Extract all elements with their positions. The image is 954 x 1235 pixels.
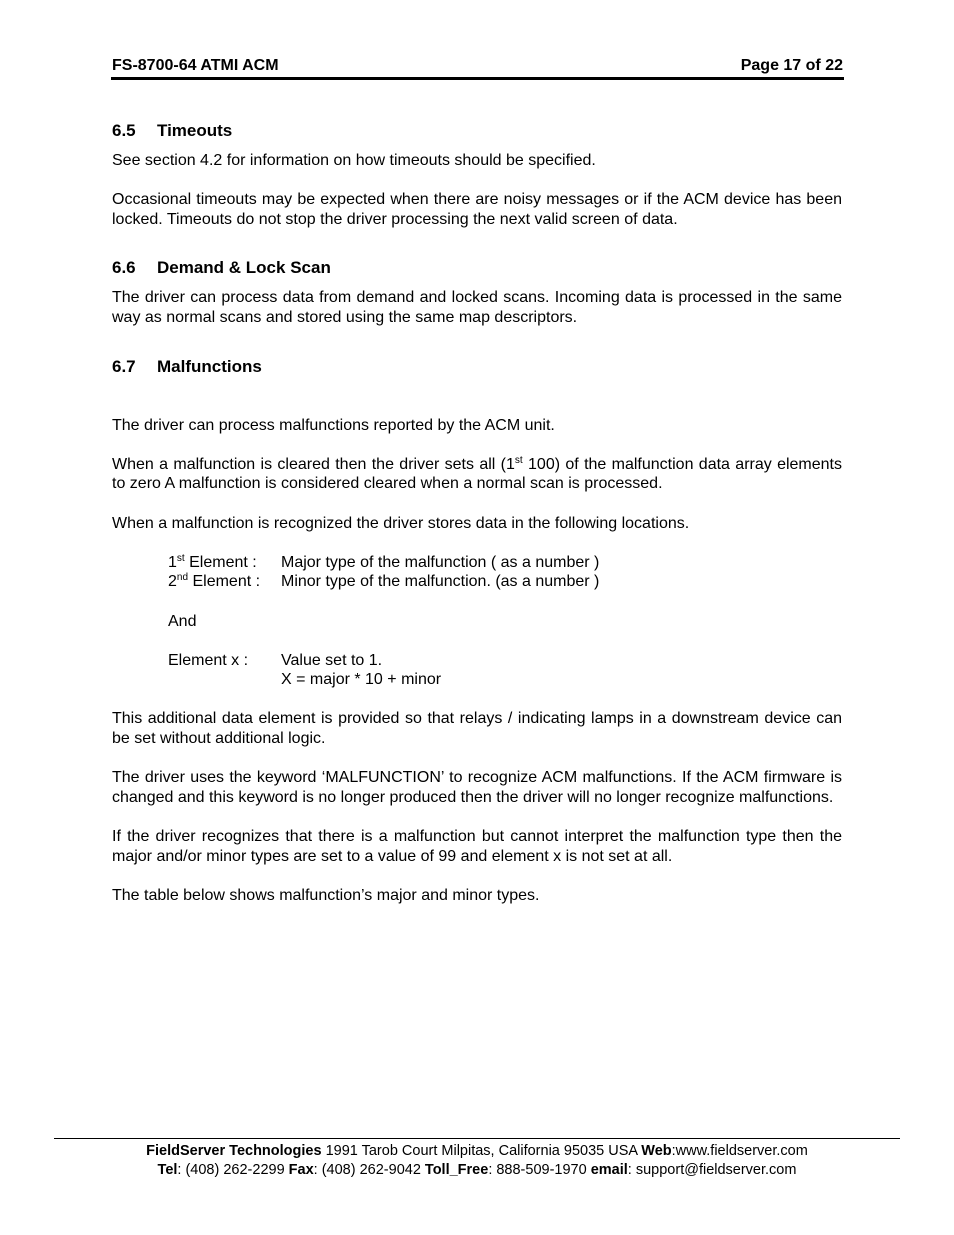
element-formula: X = major * 10 + minor [281,671,442,689]
paragraph: Occasional timeouts may be expected when there are noisy messages or if the ACM device has been locked. Timeouts do not stop the driver processing the next valid screen of data. [112,191,842,228]
section-number: 6.7 [112,356,136,376]
paragraph: The driver can process malfunctions reported by the ACM unit. [112,416,555,434]
section-title: Timeouts [157,121,233,140]
company-address: 1991 Tarob Court Milpitas, California 95035 USA [321,1143,642,1159]
section-title: Demand & Lock Scan [157,258,331,278]
list-item [168,670,842,690]
element-value: Value set to 1. [281,651,383,669]
section-title: Malfunctions [157,356,262,376]
paragraph: When a malfunction is recognized the driver stores data in the following locations. [112,514,690,532]
section-number: 6.6 [112,258,136,278]
paragraph: This additional data element is provided so that relays / indicating lamps in a downstream device can be set without additional logic. [112,710,842,748]
footer-line-1: FieldServer Technologies 1991 Tarob Court Milpitas, California 95035 USA Web:www.fieldserver.com [146,1143,808,1159]
paragraph: The driver uses the keyword ‘MALFUNCTION’ to recognize ACM malfunctions. If the ACM firmware is changed and this keyword is no longer produced then the driver will no longer recognize malfunctions. [112,769,842,806]
list-item [168,553,842,573]
section-heading-6-7 [112,357,842,377]
page-footer [54,1142,900,1179]
element-label: Element x : [168,651,249,669]
element-value: Major type of the malfunction ( as a number ) [281,553,600,571]
page-content [112,121,842,905]
paragraph: When a malfunction is cleared then the driver sets all (1st 100) of the malfunction data array elements to zero A malfunction is considered cleared when a normal scan is processed. [112,454,843,493]
page-number: Page 17 of 22 [740,57,843,74]
header-rule [111,77,844,80]
paragraph: If the driver recognizes that there is a malfunction but cannot interpret the malfunction type then the major and/or minor types are set to a value of 99 and element x is not set at all. [112,828,842,865]
footer-rule [54,1138,900,1139]
element-list [112,553,842,690]
paragraph: The table below shows malfunction’s major and minor types. [112,886,540,904]
company-name: FieldServer Technologies [146,1143,322,1159]
element-label: 1st Element : [168,552,257,571]
list-item [168,572,842,592]
section-heading-6-6 [112,258,842,278]
and-label: And [168,612,197,630]
toll-free: : 888-509-1970 [488,1161,591,1178]
phone: : (408) 262-2299 [177,1161,289,1178]
doc-id: FS-8700-64 ATMI ACM [112,57,279,74]
paragraph: The driver can process data from demand and locked scans. Incoming data is processed in the same way as normal scans and stored using the same map descriptors. [112,289,842,326]
section-heading-6-5 [112,121,842,141]
paragraph: See section 4.2 for information on how timeouts should be specified. [112,152,596,169]
list-item [168,651,842,671]
website: :www.fieldserver.com [671,1143,808,1159]
page-header [112,56,843,76]
element-label: 2nd Element : [168,572,261,591]
element-value: Minor type of the malfunction. (as a number ) [281,573,600,591]
fax: : (408) 262-9042 [313,1161,425,1178]
email: : support@fieldserver.com [627,1161,797,1178]
footer-line-2: Tel: (408) 262-2299 Fax: (408) 262-9042 Toll_Free: 888-509-1970 email: support@fieldserver.com [157,1161,797,1178]
section-number: 6.5 [112,121,136,140]
